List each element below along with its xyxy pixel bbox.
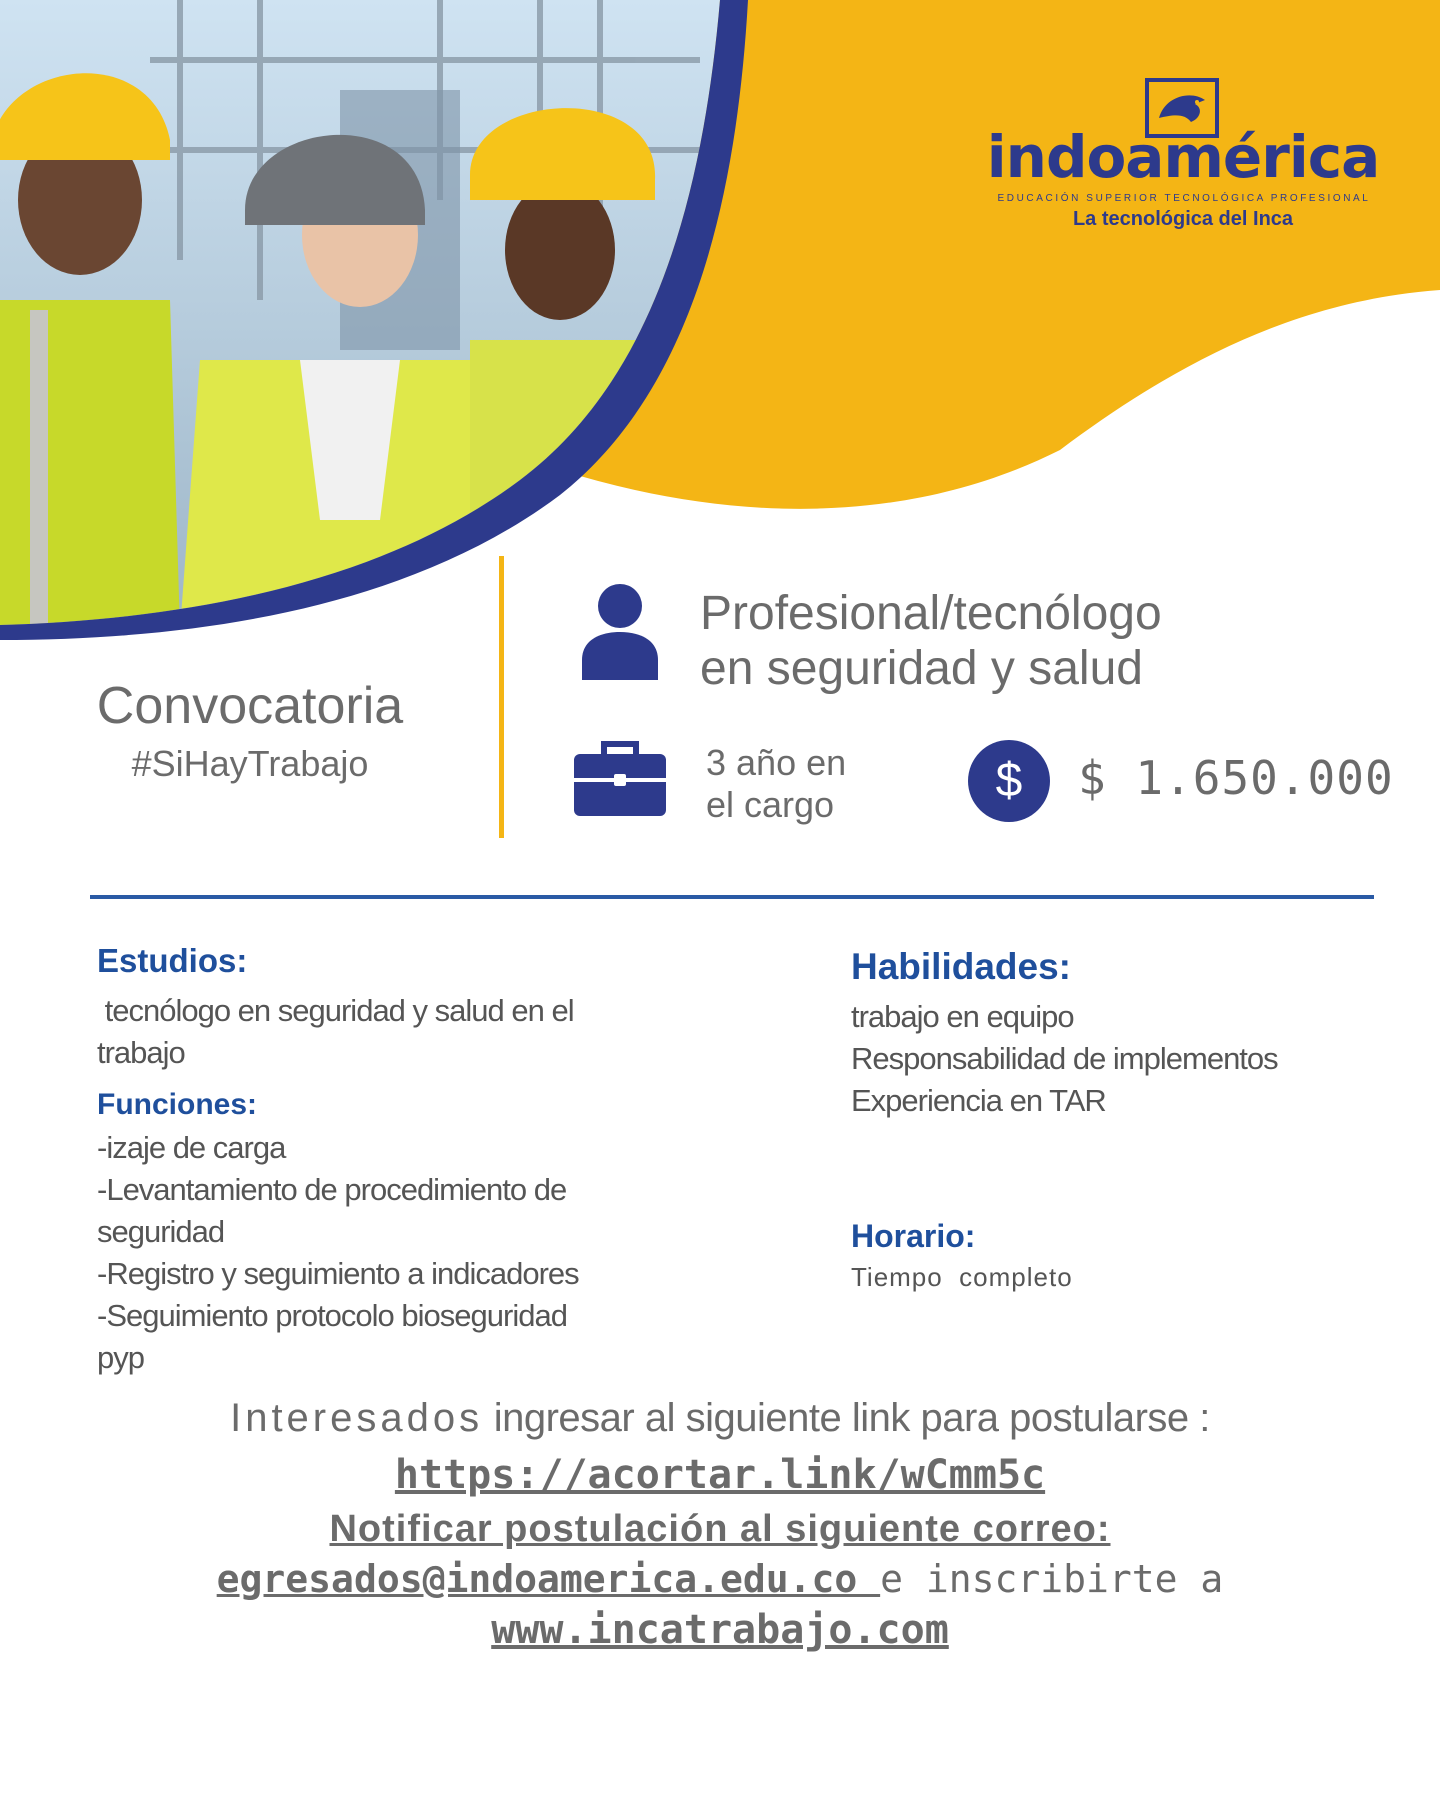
- list-item: trabajo en equipo: [851, 999, 1074, 1034]
- indoamerica-logo: [968, 76, 1398, 246]
- email-link[interactable]: egresados@indoamerica.edu.co: [216, 1557, 881, 1601]
- brand-slogan: La tecnológica del Inca: [1072, 208, 1294, 230]
- person-icon: [580, 582, 660, 682]
- cta-rest: ingresar al siguiente link para postularse :: [483, 1396, 1210, 1440]
- estudios-text: [97, 990, 657, 1074]
- list-item: -izaje de carga: [97, 1130, 286, 1165]
- call-to-action: [120, 1398, 1320, 1438]
- job-title: [700, 586, 1260, 696]
- list-item: -Levantamiento de procedimiento de: [97, 1172, 567, 1207]
- funciones-list: [97, 1127, 697, 1379]
- experience-line: 3 año en: [706, 742, 847, 783]
- list-item: seguridad: [97, 1214, 225, 1249]
- habilidades-heading: Habilidades:: [851, 946, 1071, 987]
- estudios-heading: Estudios:: [97, 942, 248, 979]
- habilidades-list: [851, 996, 1411, 1122]
- hashtag: #SiHayTrabajo: [131, 743, 369, 784]
- estudios-line: tecnólogo en seguridad y salud en el: [97, 993, 574, 1028]
- horizontal-divider: [90, 895, 1374, 899]
- list-item: Experiencia en TAR: [851, 1083, 1106, 1118]
- notify-text: Notificar postulación al siguiente correo:: [329, 1508, 1111, 1550]
- website-link[interactable]: www.incatrabajo.com: [491, 1607, 949, 1653]
- experience-line: el cargo: [706, 784, 835, 825]
- brand-name: indoamérica: [986, 123, 1380, 191]
- funciones-heading: Funciones:: [97, 1088, 258, 1121]
- email-row: [120, 1557, 1320, 1601]
- list-item: -Seguimiento protocolo bioseguridad: [97, 1298, 567, 1333]
- list-item: -Registro y seguimiento a indicadores: [97, 1256, 579, 1291]
- list-item: Responsabilidad de implementos: [851, 1041, 1278, 1076]
- experience-requirement: [706, 742, 926, 826]
- list-item: pyp: [97, 1340, 144, 1375]
- cta-spaced: Interesados: [230, 1396, 484, 1440]
- email-suffix: e inscribirte a: [880, 1557, 1224, 1601]
- application-link[interactable]: https://acortar.link/wCmm5c: [394, 1452, 1046, 1498]
- job-title-line: en seguridad y salud: [700, 642, 1143, 695]
- vertical-divider: [499, 556, 504, 838]
- page-title: Convocatoria: [96, 677, 404, 735]
- horario-value: Tiempo completo: [851, 1262, 1073, 1292]
- dollar-icon: [968, 740, 1050, 822]
- construction-workers-photo: [0, 0, 720, 630]
- salary-amount: $ 1.650.000: [1078, 751, 1394, 805]
- dollar-symbol: $: [995, 754, 1023, 807]
- estudios-line: trabajo: [97, 1035, 185, 1070]
- brand-tagline: EDUCACIÓN SUPERIOR TECNOLÓGICA PROFESIONAL: [997, 193, 1371, 204]
- briefcase-icon: [572, 740, 668, 818]
- horario-heading: Horario:: [851, 1218, 976, 1254]
- job-title-line: Profesional/tecnólogo: [700, 587, 1162, 640]
